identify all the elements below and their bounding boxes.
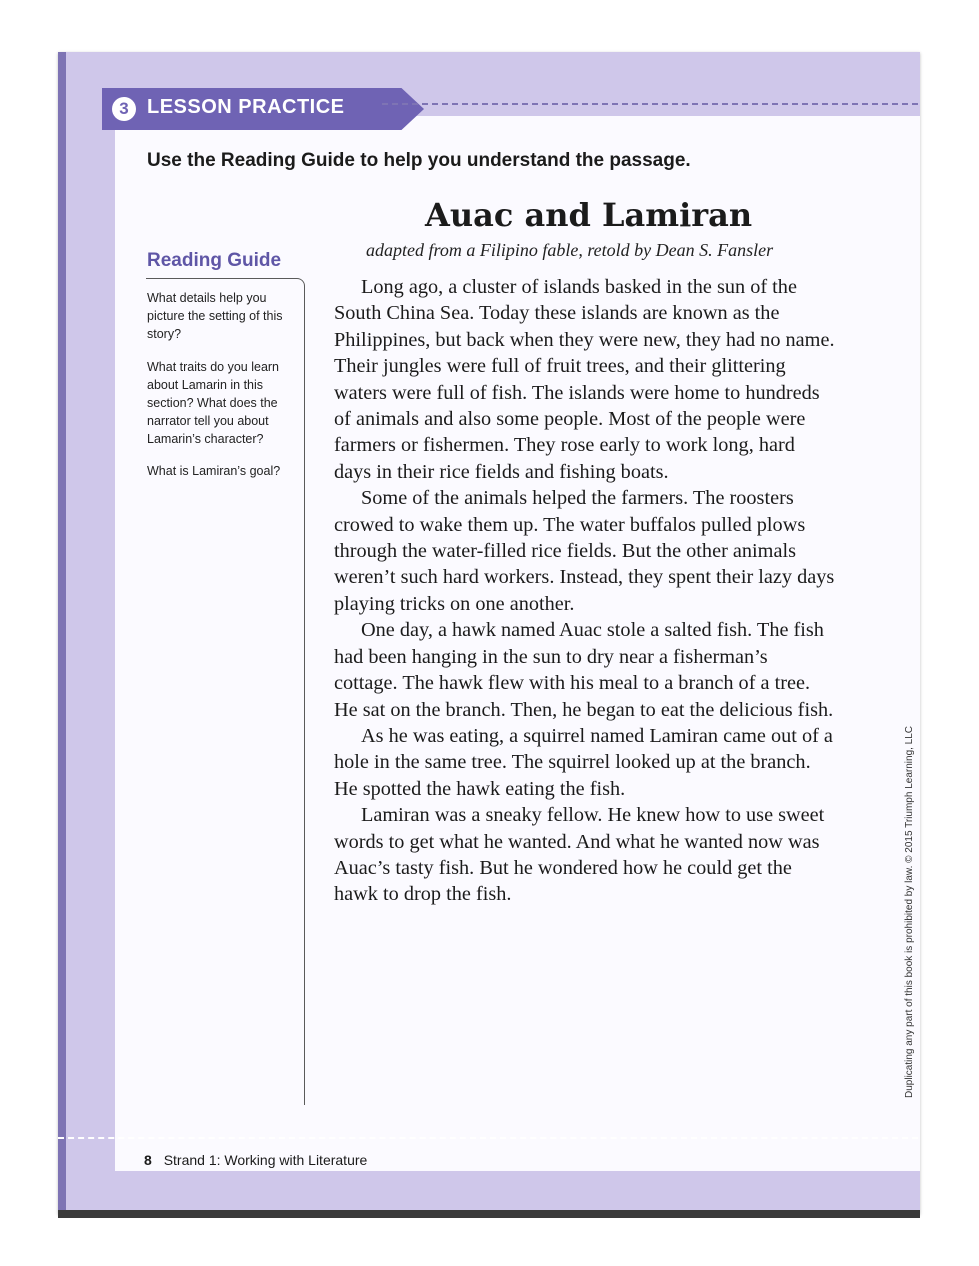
instruction-text: Use the Reading Guide to help you understand the passage. <box>147 150 691 171</box>
story-paragraph: Lamiran was a sneaky fellow. He knew how to use sweet words to get what he wanted. And what he wanted now was Auac’s tasty fish. But he wondered how he could get the hawk to drop the fish. <box>334 804 825 906</box>
guide-question: What is Lamiran’s goal? <box>147 464 281 478</box>
step-number-badge: 3 <box>112 97 136 121</box>
page-binding-strip <box>58 52 66 1214</box>
story-paragraph: Some of the animals helped the farmers. The roosters crowed to wake them up. The water buffalos pulled plows through the water-filled rice fields. But the other animals weren’t such hard workers. Instead, they spent their lazy days playing tricks on one another. <box>334 487 835 615</box>
guide-question: What details help you picture the setting of this story? <box>147 291 283 341</box>
guide-question: What traits do you learn about Lamarin in this section? What does the narrator tell you about Lamarin’s character? <box>147 360 280 446</box>
page-number: 8 <box>144 1152 152 1168</box>
story-paragraph: As he was eating, a squirrel named Lamiran came out of a hole in the same tree. The squirrel looked up at the branch. He spotted the hawk eating the fish. <box>334 724 833 800</box>
banner-dashed-divider <box>382 103 918 105</box>
page-bottom-edge <box>58 1210 920 1218</box>
story-paragraph: One day, a hawk named Auac stole a salted fish. The fish had been hanging in the sun to dry near a fisherman’s cottage. The hawk flew with his meal to a branch of a tree. He sat on the branch. Then, he began to eat the delicious fish. <box>334 619 834 721</box>
reading-guide-title: Reading Guide <box>147 250 282 271</box>
footer-section-label: Strand 1: Working with Literature <box>163 1152 368 1168</box>
copyright-notice: Duplicating any part of this book is prohibited by law. © 2015 Triumph Learning, LLC <box>904 725 915 1098</box>
footer-dashed-divider <box>58 1137 918 1139</box>
page-footer <box>144 1152 367 1168</box>
story-byline: adapted from a Filipino fable, retold by Dean S. Fansler <box>366 240 774 260</box>
story-paragraph: Long ago, a cluster of islands basked in the sun of the South China Sea. Today these islands are known as the Philippines, but back when they were new, they had no name. Their jungles were full of fruit trees, and their glittering waters were full of fish. The islands were home to hundreds of animals and also some people. Most of the people were farmers or fishermen. They rose early to work long, hard days in their rice fields and fishing boats. <box>334 276 835 483</box>
story-title: Auac and Lamiran <box>425 196 753 234</box>
story-body <box>334 274 836 908</box>
banner-title: LESSON PRACTICE <box>147 96 345 118</box>
